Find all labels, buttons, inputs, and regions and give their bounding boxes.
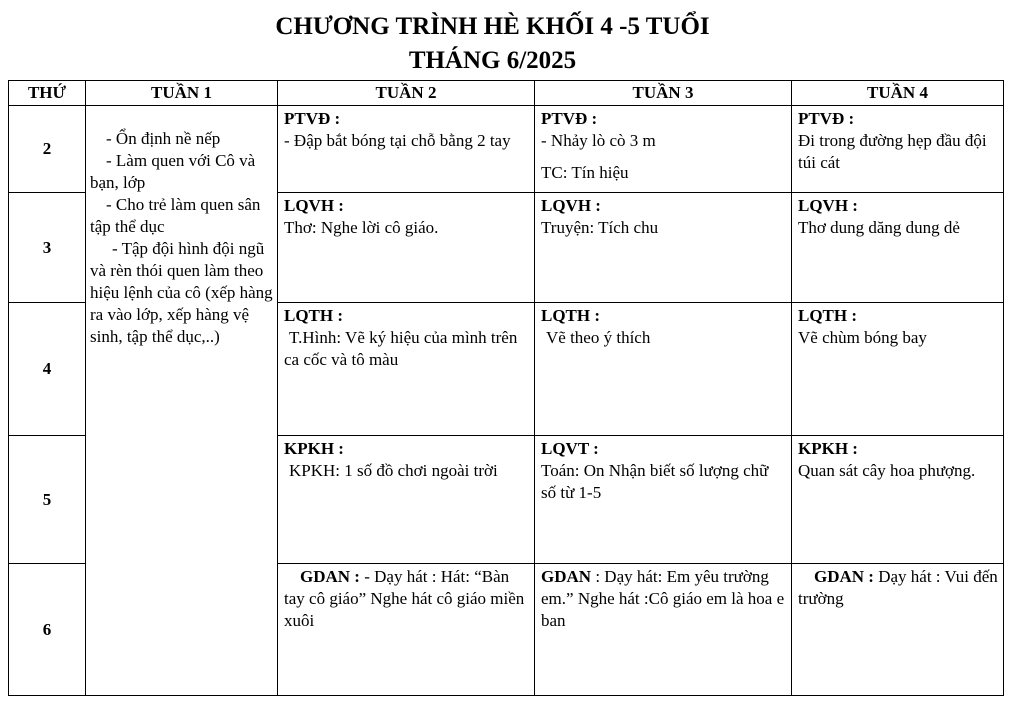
activity-cell [535, 106, 792, 193]
activity-cell [792, 303, 1004, 436]
activity-label: LQVH : [284, 196, 344, 215]
activity-label: PTVĐ : [284, 109, 341, 128]
table-row [9, 106, 1004, 193]
week1-item: - Cho trẻ làm quen sân tập thể dục [90, 195, 261, 236]
day-cell: 5 [9, 436, 86, 564]
activity-text: : Dạy hát: Em yêu trường em.” Nghe hát :Cô giáo em là hoa e ban [541, 567, 785, 630]
activity-text: Truyện: Tích chu [541, 218, 659, 237]
activity-label: LQVH : [798, 196, 858, 215]
activity-cell [792, 436, 1004, 564]
activity-cell [792, 193, 1004, 303]
day-cell: 4 [9, 303, 86, 436]
activity-cell [535, 303, 792, 436]
activity-label: PTVĐ : [541, 109, 598, 128]
activity-cell [535, 564, 792, 696]
activity-cell [278, 106, 535, 193]
day-cell: 2 [9, 106, 86, 193]
page-title: CHƯƠNG TRÌNH HÈ KHỐI 4 -5 TUỔI [275, 13, 710, 40]
activity-cell [278, 303, 535, 436]
activity-text: Đi trong đường hẹp đầu đội túi cát [798, 131, 987, 172]
activity-text: T.Hình: Vẽ ký hiệu của mình trên ca cốc và tô màu [284, 328, 518, 369]
week1-item: - Làm quen với Cô và bạn, lớp [90, 151, 256, 192]
activity-cell [278, 193, 535, 303]
activity-label: KPKH : [284, 439, 344, 458]
header-row [9, 81, 1004, 106]
activity-text: TC: Tín hiệu [541, 163, 629, 182]
header-day: THỨ [9, 81, 86, 106]
activity-cell [792, 564, 1004, 696]
header-week-1: TUẦN 1 [86, 81, 278, 106]
activity-text: Dạy hát : Vui đến trường [798, 567, 998, 608]
activity-label: LQVT : [541, 439, 599, 458]
activity-text: - Đập bắt bóng tại chỗ bằng 2 tay [284, 131, 511, 150]
activity-cell [278, 436, 535, 564]
activity-text: Toán: On Nhận biết số lượng chữ số từ 1-5 [541, 461, 769, 502]
activity-label: GDAN : [814, 567, 874, 586]
page-subtitle: THÁNG 6/2025 [408, 47, 577, 74]
activity-label: PTVĐ : [798, 109, 855, 128]
activity-text: Vẽ theo ý thích [546, 328, 651, 347]
activity-text: Thơ dung dăng dung dẻ [798, 218, 960, 237]
day-cell: 6 [9, 564, 86, 696]
activity-label: LQTH : [541, 306, 601, 325]
activity-label: KPKH : [798, 439, 858, 458]
activity-label: GDAN [541, 567, 592, 586]
week1-cell [86, 106, 278, 696]
activity-text: Thơ: Nghe lời cô giáo. [284, 218, 439, 237]
week1-item: - Ổn định nề nếp [106, 129, 221, 148]
day-cell: 3 [9, 193, 86, 303]
activity-cell [535, 436, 792, 564]
schedule-table [8, 80, 1004, 696]
activity-text: KPKH: 1 số đồ chơi ngoài trời [289, 461, 498, 480]
week1-item: - Tập đội hình đội ngũ và rèn thói quen làm theo hiệu lệnh của cô (xếp hàng ra vào lớp, xếp hàng vệ sinh, tập thể dục,..) [90, 239, 273, 346]
header-week-4: TUẦN 4 [792, 81, 1004, 106]
activity-label: GDAN : [300, 567, 360, 586]
activity-text: Quan sát cây hoa phượng. [798, 461, 976, 480]
activity-label: LQTH : [798, 306, 858, 325]
activity-text: Vẽ chùm bóng bay [798, 328, 927, 347]
activity-label: LQTH : [284, 306, 344, 325]
activity-text: - Dạy hát : Hát: “Bàn tay cô giáo” Nghe hát cô giáo miền xuôi [284, 567, 525, 630]
activity-label: LQVH : [541, 196, 601, 215]
activity-cell [792, 106, 1004, 193]
header-week-3: TUẦN 3 [535, 81, 792, 106]
header-week-2: TUẦN 2 [278, 81, 535, 106]
activity-text: - Nhảy lò cò 3 m [541, 131, 656, 150]
activity-cell [535, 193, 792, 303]
activity-cell [278, 564, 535, 696]
